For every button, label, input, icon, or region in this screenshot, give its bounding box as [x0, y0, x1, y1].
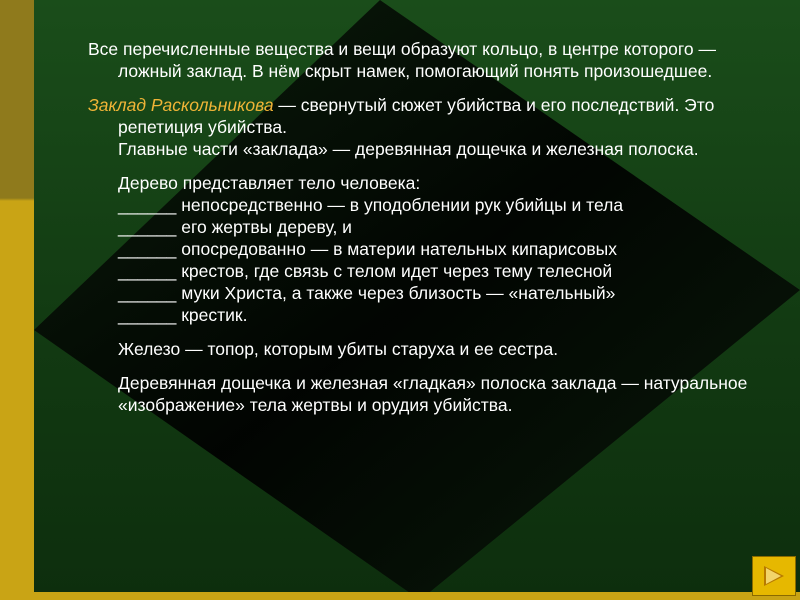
final-paragraph: Деревянная дощечка и железная «гладкая» полоска заклада — натуральное «изображение» тела жертвы и орудия убийства. [118, 373, 748, 415]
paragraph-pledge [88, 94, 768, 160]
tree-line: ______ непосредственно — в уподоблении рук убийцы и тела [118, 195, 624, 215]
tree-intro: Дерево представляет тело человека: [118, 173, 421, 193]
slide-content [88, 38, 768, 428]
tree-line: ______ крестик. [118, 305, 248, 325]
bottom-gold-stripe [0, 592, 800, 600]
paragraph-ring-text: Все перечисленные вещества и вещи образуют кольцо, в центре которого — ложный заклад. В нём скрыт намек, помогающий понять произошедшее. [88, 39, 717, 81]
pledge-parts: Главные части «заклада» — деревянная дощечка и железная полоска. [118, 139, 699, 159]
tree-line: ______ опосредованно — в материи нательных кипарисовых [118, 239, 617, 259]
tree-block [88, 172, 768, 326]
tree-line: ______ его жертвы дереву, и [118, 217, 352, 237]
paragraph-ring [88, 38, 768, 82]
tree-line: ______ крестов, где связь с телом идет через тему телесной [118, 261, 613, 281]
tree-line: ______ муки Христа, а также через близость — «нательный» [118, 283, 616, 303]
iron-paragraph: Железо — топор, которым убиты старуха и ее сестра. [118, 339, 559, 359]
next-slide-button[interactable] [752, 556, 796, 596]
pledge-emphasis: Заклад Раскольникова [88, 95, 274, 115]
pledge-text: — свернутый сюжет убийства и его последствий. Это репетиция убийства. [118, 95, 715, 137]
play-next-icon-highlight [766, 568, 781, 584]
